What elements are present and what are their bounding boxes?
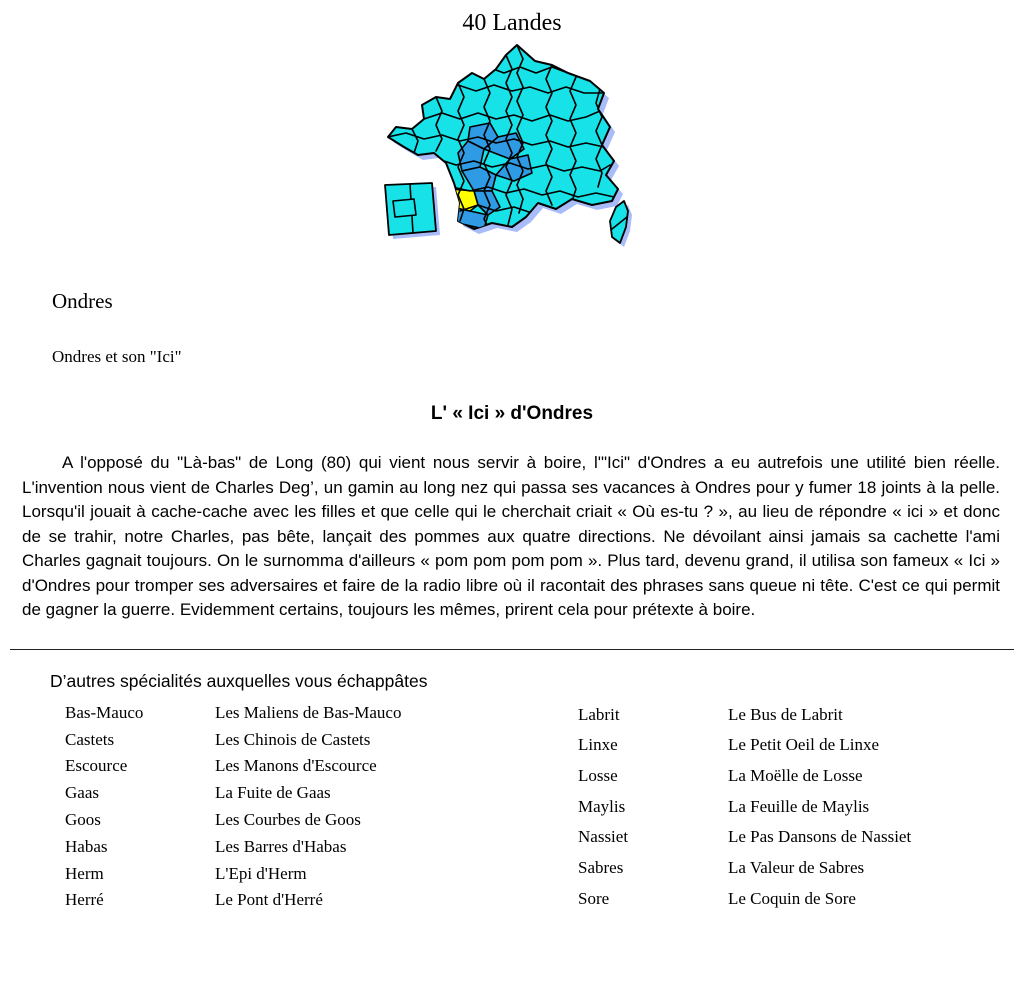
article-paragraph: A l'opposé du "Là-bas" de Long (80) qui vient nous servir à boire, l'"Ici" d'Ondres a eu autrefois une utilité bien réelle. L'invention nous vient de Charles Deg’, un gamin au long nez qui passa ses vacances à Ondres pour y fumer 18 joints à la pelle. Lorsqu'il jouait à cache-cache avec les filles et que celle qui le cherchait criait « Où es-tu ? », au lieu de répondre « ici » et donc de se trahir, notre Charles, pas bête, lançait des pommes aux quatre directions. Ne dévoilant ainsi jamais sa cachette l'ami Charles gagnait toujours. On le surnomma d'ailleurs « pom pom pom pom ». Plus tard, devenu grand, il utilisa son fameux « Ici » d'Ondres pour tromper ses adversaires et faire de la radio libre où il racontait des phrases sans queue ni tête. C'est ce qui permit de gagner la guerre. Evidemment certains, toujours les mêmes, prirent cela pour prétexte à boire. — [22, 453, 1000, 619]
specialty-cell: La Fuite de Gaas — [215, 783, 331, 803]
specialty-cell: La Valeur de Sabres — [728, 857, 865, 877]
idf-inset-box — [385, 183, 436, 235]
table-row — [65, 860, 578, 887]
specialties-columns — [65, 700, 1024, 914]
specialty-cell: Les Barres d'Habas — [215, 836, 347, 856]
specialty-cell: L'Epi d'Herm — [215, 863, 307, 883]
specialty-cell: Le Coquin de Sore — [728, 888, 856, 908]
table-row — [65, 887, 578, 914]
commune-subtitle: Ondres et son "Ici" — [52, 347, 182, 366]
place-cell: Gaas — [65, 783, 99, 803]
specialty-cell: Les Chinois de Castets — [215, 729, 371, 749]
table-row — [65, 700, 578, 727]
france-departments-map — [380, 41, 660, 257]
specialty-cell: Les Manons d'Escource — [215, 756, 377, 776]
specialty-cell: La Feuille de Maylis — [728, 796, 870, 816]
table-row — [578, 730, 1018, 761]
place-cell: Maylis — [578, 796, 626, 816]
place-cell: Herré — [65, 890, 104, 910]
table-row — [65, 807, 578, 834]
place-cell: Sore — [578, 888, 610, 908]
france-map — [0, 41, 1024, 259]
table-row — [578, 791, 1018, 822]
table-row — [578, 822, 1018, 853]
table-row — [65, 833, 578, 860]
place-cell: Escource — [65, 756, 128, 776]
table-row — [65, 726, 578, 753]
place-cell: Castets — [65, 729, 115, 749]
specialty-cell: Les Courbes de Goos — [215, 810, 361, 830]
place-cell: Habas — [65, 836, 108, 856]
table-row — [65, 753, 578, 780]
section-divider — [10, 649, 1014, 650]
place-cell: Linxe — [578, 735, 618, 755]
document-page — [0, 10, 1024, 999]
place-cell: Bas-Mauco — [65, 702, 144, 722]
article-heading: L' « Ici » d'Ondres — [430, 403, 594, 424]
specialty-cell: Le Bus de Labrit — [728, 704, 843, 724]
specialties-table-right — [578, 700, 1018, 914]
specialty-cell: Le Petit Oeil de Linxe — [728, 735, 880, 755]
page-title: 40 Landes — [462, 10, 562, 36]
place-cell: Labrit — [578, 704, 620, 724]
table-row — [578, 883, 1018, 914]
place-cell: Sabres — [578, 857, 624, 877]
specialties-heading: D’autres spécialités auxquelles vous échappâtes — [50, 670, 428, 691]
table-row — [578, 700, 1018, 731]
specialty-cell: Les Maliens de Bas-Mauco — [215, 702, 402, 722]
specialty-cell: Le Pas Dansons de Nassiet — [728, 827, 912, 847]
specialties-table-left — [65, 700, 578, 914]
commune-heading: Ondres — [52, 289, 113, 313]
table-row — [65, 780, 578, 807]
specialty-cell: La Moëlle de Losse — [728, 766, 863, 786]
table-row — [578, 853, 1018, 884]
place-cell: Nassiet — [578, 827, 629, 847]
table-row — [578, 761, 1018, 792]
place-cell: Herm — [65, 863, 104, 883]
place-cell: Losse — [578, 766, 618, 786]
place-cell: Goos — [65, 810, 101, 830]
specialty-cell: Le Pont d'Herré — [215, 890, 323, 910]
